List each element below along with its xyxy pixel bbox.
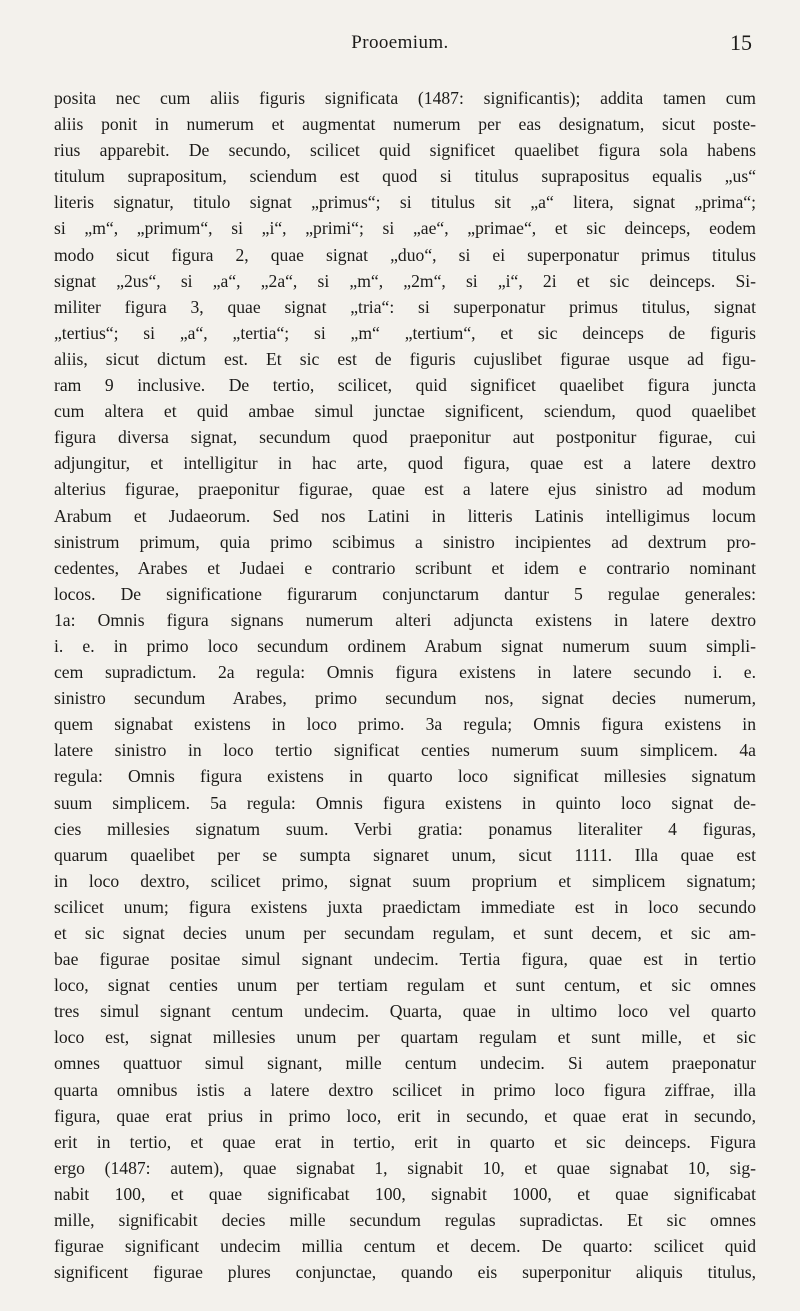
body-text bbox=[54, 85, 756, 1311]
text-line: mille, significabit decies mille secundum regulas supradictas. Et sic omnes bbox=[54, 1210, 756, 1231]
running-title: Prooemium. bbox=[351, 32, 449, 53]
text-line: quarta omnibus istis a latere dextro scilicet in primo loco figura ziffrae, illa bbox=[54, 1079, 756, 1100]
text-line: i. e. in primo loco secundum ordinem Arabum signat numerum suum simpli- bbox=[54, 635, 756, 656]
text-line: nabit 100, et quae significabat 100, signabit 1000, et quae significabat bbox=[54, 1183, 756, 1204]
text-line: posita nec cum aliis figuris significata (1487: significantis); addita tamen cum bbox=[54, 88, 756, 108]
text-line: figura, quae erat prius in primo loco, erit in secundo, et quae erat in secundo, bbox=[54, 1105, 756, 1126]
text-line: aliis, sicut dictum est. Et sic est de figuris cujuslibet figurae usque ad figu- bbox=[54, 348, 756, 369]
text-line: erit in tertio, et quae erat in tertio, erit in quarto et sic deinceps. Figura bbox=[54, 1131, 756, 1152]
text-line: cedentes, Arabes et Judaei e contrario scribunt et idem e contrario nominant bbox=[54, 557, 756, 578]
text-line: cem supradictum. 2a regula: Omnis figura existens in latere secundo i. e. bbox=[54, 662, 756, 683]
text-line: si „m“, „primum“, si „i“, „primi“; si „ae“, „primae“, et sic deinceps, eodem bbox=[54, 218, 756, 239]
text-line: quarum quaelibet per se sumpta signaret unum, sicut 1111. Illa quae est bbox=[54, 844, 756, 865]
text-line: sinistro secundum Arabes, primo secundum nos, signat decies numerum, bbox=[54, 688, 756, 709]
text-line: ram 9 inclusive. De tertio, scilicet, quid significet quaelibet figura juncta bbox=[54, 375, 756, 396]
text-line: titulum suprapositum, sciendum est quod si titulus suprapositus equalis „us“ bbox=[54, 166, 756, 187]
text-line: latere sinistro in loco tertio significat centies numerum suum simplicem. 4a bbox=[54, 740, 756, 761]
text-line: „tertius“; si „a“, „tertia“; si „m“ „tertium“, et sic deinceps de figuris bbox=[54, 322, 756, 343]
text-line: locos. De significatione figurarum conjunctarum dantur 5 regulae generales: bbox=[54, 583, 756, 604]
text-line: omnes quattuor simul signant, mille centum undecim. Si autem praeponatur bbox=[54, 1053, 756, 1074]
text-line: regula: Omnis figura existens in quarto loco significat millesies signatum bbox=[54, 766, 756, 787]
text-line: quem signabat existens in loco primo. 3a regula; Omnis figura existens in bbox=[54, 714, 756, 735]
text-line: figura diversa signat, secundum quod praeponitur aut postponitur figurae, cui bbox=[54, 427, 756, 448]
text-line: aliis ponit in numerum et augmentat numerum per eas designatum, sicut poste- bbox=[54, 114, 756, 135]
page-number: 15 bbox=[730, 30, 752, 55]
text-line bbox=[54, 1285, 756, 1311]
text-line: modo sicut figura 2, quae signat „duo“, si ei superponatur primus titulus bbox=[54, 244, 756, 265]
text-line: et sic signat decies unum per secundam regulam, et sunt decem, et sic am- bbox=[54, 923, 756, 943]
text-line: sinistrum primum, quia primo scibimus a sinistro incipientes ad dextrum pro- bbox=[54, 531, 756, 552]
text-line: cum altera et quid ambae simul junctae significent, sciendum, quod quaelibet bbox=[54, 401, 756, 422]
text-line: rius apparebit. De secundo, scilicet quid significet quaelibet figura sola habens bbox=[54, 140, 756, 161]
text-line: loco est, signat millesies unum per quartam regulam et sunt mille, et sic bbox=[54, 1027, 756, 1048]
text-line: tres simul signant centum undecim. Quarta, quae in ultimo loco vel quarto bbox=[54, 1001, 756, 1022]
text-line: suum simplicem. 5a regula: Omnis figura existens in quinto loco signat de- bbox=[54, 792, 756, 813]
text-line: bae figurae positae simul signant undecim. Tertia figura, quae est in tertio bbox=[54, 949, 756, 970]
text-line: cies millesies signatum suum. Verbi gratia: ponamus literaliter 4 figuras, bbox=[54, 818, 756, 839]
text-line: signat „2us“, si „a“, „2a“, si „m“, „2m“, si „i“, 2i et sic deinceps. Si- bbox=[54, 270, 756, 291]
text-line: militer figura 3, quae signat „tria“: si superponatur primus titulus, signat bbox=[54, 296, 756, 317]
text-line: significent figurae plures conjunctae, quando eis superponitur aliquis titulus, bbox=[54, 1262, 756, 1283]
text-line: figurae significant undecim millia centum et decem. De quarto: scilicet quid bbox=[54, 1236, 756, 1257]
text-line: adjungitur, et intelligitur in hac arte, quod figura, quae est a latere dextro bbox=[54, 453, 756, 474]
text-line: 1a: Omnis figura signans numerum alteri adjuncta existens in latere dextro bbox=[54, 609, 756, 630]
text-line: Arabum et Judaeorum. Sed nos Latini in litteris Latinis intelligimus locum bbox=[54, 505, 756, 526]
text-line: scilicet unum; figura existens juxta praedictam immediate est in loco secundo bbox=[54, 896, 756, 917]
page-header bbox=[0, 30, 800, 64]
text-line: loco, signat centies unum per tertiam regulam et sunt centum, et sic omnes bbox=[54, 975, 756, 996]
text-line: alterius figurae, praeponitur figurae, quae est a latere ejus sinistro ad modum bbox=[54, 479, 756, 500]
text-line: literis signatur, titulo signat „primus“; si titulus sit „a“ litera, signat „prima“; bbox=[54, 192, 756, 213]
text-line: in loco dextro, scilicet primo, signat suum proprium et simplicem signatum; bbox=[54, 870, 756, 891]
text-line: ergo (1487: autem), quae signabat 1, signabit 10, et quae signabat 10, sig- bbox=[54, 1157, 756, 1178]
